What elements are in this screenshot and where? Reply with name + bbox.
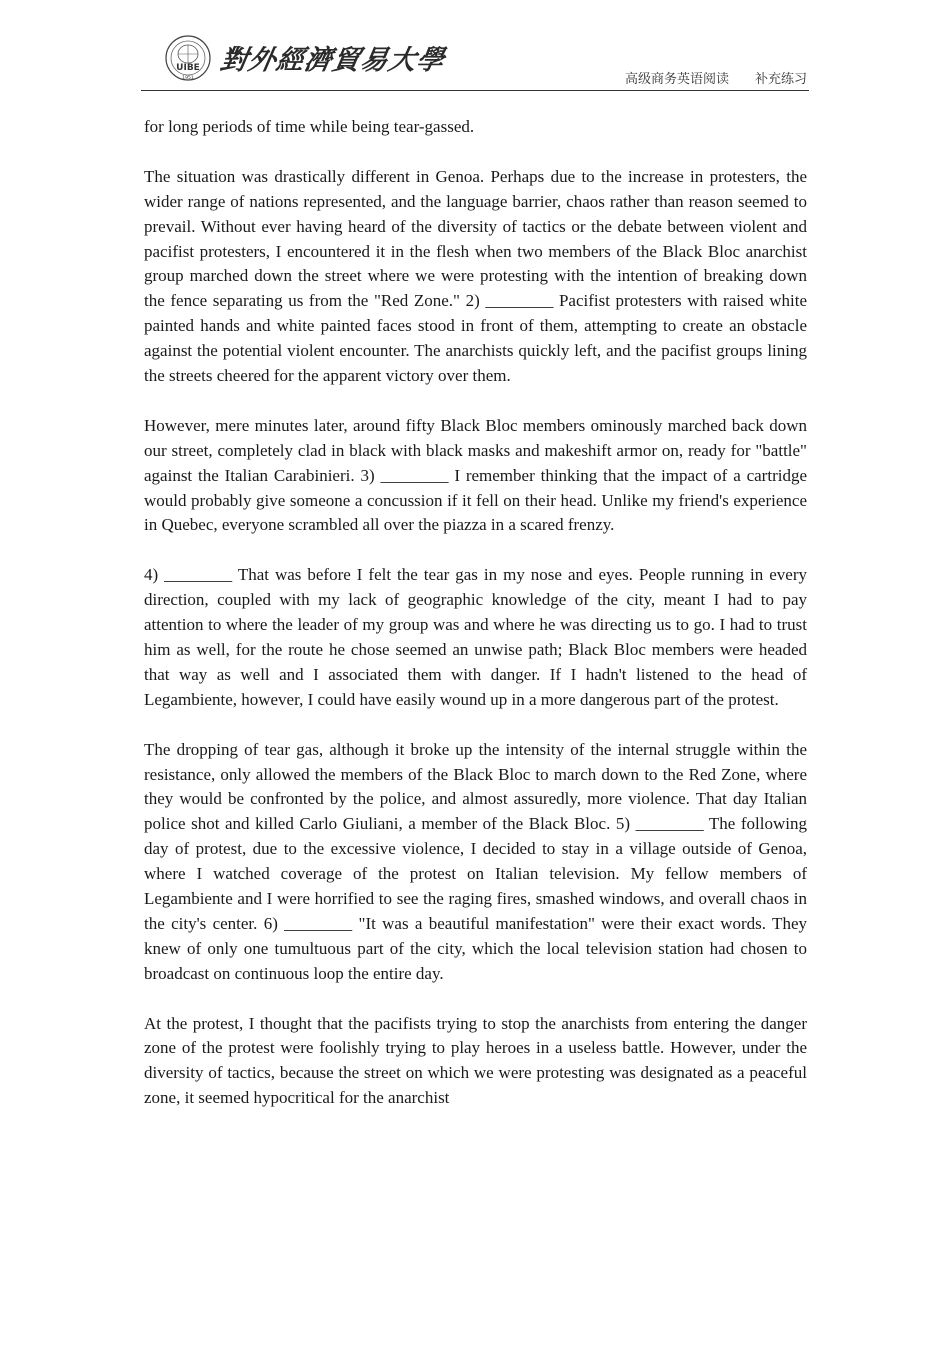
paragraph: The situation was drastically different in Genoa. Perhaps due to the increase in protesters, the wider range of nations represented, and the language barrier, chaos rather than reason seemed to prevail. Without ever having heard of the diversity of tactics or the debate between violent and pacifist protesters, I encountered it in the flesh when two members of the Black Bloc anarchist group marched down the street where we were protesting with the intention of breaking down the fence separating us from the "Red Zone." 2) ________ Pacifist protesters with raised white painted hands and white painted faces stood in front of them, attempting to create an obstacle against the potential violent encounter. The anarchists quickly left, and the pacifist groups lining the streets cheered for the apparent victory over them. — [144, 166, 807, 386]
university-seal-icon — [163, 34, 213, 82]
article-body — [144, 115, 807, 1111]
paragraph: At the protest, I thought that the pacifists trying to stop the anarchists from entering the danger zone of the protest were foolishly trying to play heroes in a useless battle. However, under the diversity of tactics, because the street on which we were protesting was designated as a peaceful zone, it seemed hypocritical for the anarchist — [144, 1013, 807, 1108]
seal-year: 1951 — [182, 76, 194, 81]
header-labels — [625, 68, 807, 87]
paragraph: The dropping of tear gas, although it broke up the intensity of the internal struggle within the resistance, only allowed the members of the Black Bloc to march down to the Red Zone, where they would be confronted by the police, and almost assuredly, more violence. That day Italian police shot and killed Carlo Giuliani, a member of the Black Bloc. 5) ________ The following day of protest, due to the excessive violence, I decided to stay in a village outside of Genoa, where I watched coverage of the protest on Italian television. My fellow members of Legambiente and I were horrified to see the raging fires, smashed windows, and overall chaos in the city's center. 6) ________ "It was a beautiful manifestation" were their exact words. They knew of only one tumultuous part of the city, which the local television station had chosen to broadcast on continuous loop the entire day. — [144, 739, 807, 983]
university-name: 對外經濟貿易大學 — [217, 45, 448, 76]
paragraph: for long periods of time while being tear-gassed. — [144, 117, 475, 136]
paragraph: 4) ________ That was before I felt the tear gas in my nose and eyes. People running in every direction, coupled with my lack of geographic knowledge of the city, meant I had to pay attention to where the leader of my group was and where he was directing us to go. I had to trust him as well, for the route he chose seemed an unwise path; Black Bloc members were headed that way as well and I associated them with danger. If I hadn't listened to the head of Legambiente, however, I could have easily wound up in a more dangerous part of the protest. — [144, 565, 807, 709]
section-label: 补充练习 — [754, 72, 807, 87]
page-header — [141, 30, 809, 91]
paragraph: However, mere minutes later, around fifty Black Bloc members ominously marched back down our street, completely clad in black with black masks and makeshift armor on, ready for "battle" against the Italian Carabinieri. 3) ________ I remember thinking that the impact of a cartridge would probably give someone a concussion if it fell on their head. Unlike my friend's experience in Quebec, everyone scrambled all over the piazza in a scared frenzy. — [144, 415, 807, 535]
seal-caption: UIBE — [176, 63, 200, 73]
course-title: 高级商务英语阅读 — [624, 72, 729, 87]
